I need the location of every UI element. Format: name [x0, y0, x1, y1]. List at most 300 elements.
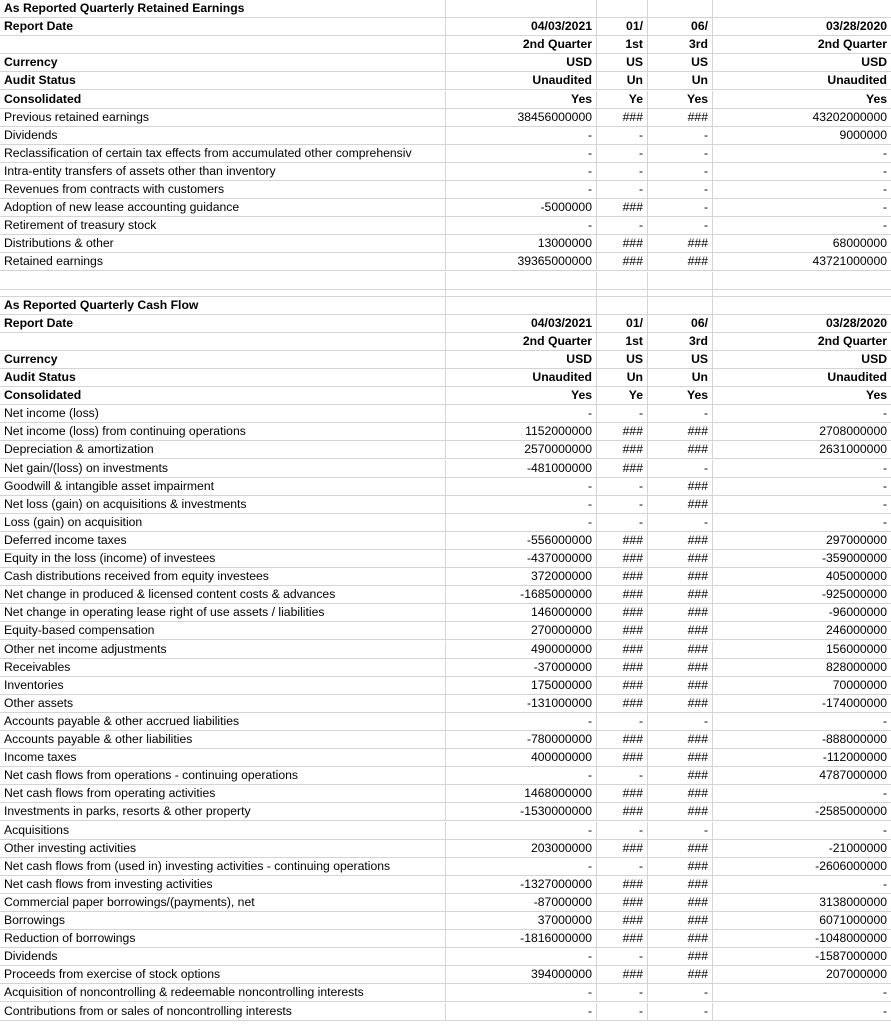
row-value[interactable]: -: [648, 163, 713, 181]
row-label[interactable]: Accounts payable & other accrued liabilities: [0, 713, 446, 731]
row-value[interactable]: -: [713, 199, 891, 217]
row-value[interactable]: ###: [597, 930, 648, 948]
row-label[interactable]: Distributions & other: [0, 235, 446, 253]
row-value[interactable]: ###: [648, 677, 713, 695]
currency-value[interactable]: US: [648, 54, 713, 72]
row-value[interactable]: ###: [597, 966, 648, 984]
currency-label[interactable]: Currency: [0, 54, 446, 72]
row-label[interactable]: Net cash flows from operating activities: [0, 785, 446, 803]
row-label[interactable]: Other investing activities: [0, 840, 446, 858]
row-value[interactable]: -21000000: [713, 840, 891, 858]
row-value[interactable]: -: [648, 514, 713, 532]
empty-cell[interactable]: [597, 0, 648, 18]
quarter-header[interactable]: 1st: [597, 36, 648, 54]
row-value[interactable]: 38456000000: [446, 109, 597, 127]
row-value[interactable]: -: [648, 713, 713, 731]
row-value[interactable]: -1816000000: [446, 930, 597, 948]
empty-cell[interactable]: [713, 290, 891, 297]
row-label[interactable]: Net cash flows from operations - continuing operations: [0, 767, 446, 785]
row-value[interactable]: 372000000: [446, 568, 597, 586]
row-value[interactable]: -: [713, 217, 891, 235]
section-title-row: [0, 0, 891, 18]
row-label[interactable]: Acquisition of noncontrolling & redeemable noncontrolling interests: [0, 984, 446, 1002]
currency-value[interactable]: USD: [713, 54, 891, 72]
row-value[interactable]: -925000000: [713, 586, 891, 604]
row-value[interactable]: ###: [648, 586, 713, 604]
row-label[interactable]: Cash distributions received from equity investees: [0, 568, 446, 586]
empty-cell[interactable]: [648, 290, 713, 297]
row-value[interactable]: -481000000: [446, 460, 597, 478]
row-value[interactable]: ###: [648, 441, 713, 459]
row-value[interactable]: 37000000: [446, 912, 597, 930]
row-value[interactable]: ###: [648, 550, 713, 568]
row-value[interactable]: -131000000: [446, 695, 597, 713]
row-value[interactable]: 156000000: [713, 641, 891, 659]
row-value[interactable]: 146000000: [446, 604, 597, 622]
header-row-consolidated: [0, 91, 891, 109]
row-value[interactable]: -37000000: [446, 659, 597, 677]
row-label[interactable]: Borrowings: [0, 912, 446, 930]
table-row: [0, 822, 891, 840]
table-row: [0, 840, 891, 858]
empty-cell[interactable]: [713, 272, 891, 290]
row-label[interactable]: Deferred income taxes: [0, 532, 446, 550]
row-label[interactable]: Goodwill & intangible asset impairment: [0, 478, 446, 496]
row-value[interactable]: 246000000: [713, 622, 891, 640]
date-header[interactable]: 01/: [597, 315, 648, 333]
row-label[interactable]: Equity-based compensation: [0, 622, 446, 640]
row-value[interactable]: -: [446, 217, 597, 235]
row-value[interactable]: -: [648, 217, 713, 235]
row-label[interactable]: Income taxes: [0, 749, 446, 767]
row-value[interactable]: -: [713, 876, 891, 894]
row-value[interactable]: ###: [597, 199, 648, 217]
row-value[interactable]: ###: [597, 894, 648, 912]
quarter-header[interactable]: 2nd Quarter: [446, 333, 597, 351]
row-value[interactable]: -: [446, 496, 597, 514]
row-label[interactable]: Net cash flows from (used in) investing activities - continuing operations: [0, 858, 446, 876]
row-value[interactable]: -: [446, 1003, 597, 1021]
row-value[interactable]: -888000000: [713, 731, 891, 749]
row-label[interactable]: Other assets: [0, 695, 446, 713]
consolidated-label[interactable]: Consolidated: [0, 91, 446, 109]
header-row-consolidated: [0, 387, 891, 405]
row-value[interactable]: -: [597, 405, 648, 423]
empty-cell[interactable]: [713, 297, 891, 315]
row-value[interactable]: 4787000000: [713, 767, 891, 785]
row-value[interactable]: -556000000: [446, 532, 597, 550]
row-value[interactable]: ###: [648, 876, 713, 894]
row-value[interactable]: -: [446, 478, 597, 496]
row-value[interactable]: 70000000: [713, 677, 891, 695]
row-value[interactable]: -780000000: [446, 731, 597, 749]
row-value[interactable]: ###: [597, 803, 648, 821]
row-value[interactable]: -: [713, 785, 891, 803]
date-header[interactable]: 04/03/2021: [446, 315, 597, 333]
row-value[interactable]: -1048000000: [713, 930, 891, 948]
currency-value[interactable]: US: [597, 54, 648, 72]
audit-value[interactable]: Unaudited: [713, 369, 891, 387]
date-header[interactable]: 04/03/2021: [446, 18, 597, 36]
date-header[interactable]: 01/: [597, 18, 648, 36]
empty-cell[interactable]: [713, 0, 891, 18]
consolidated-value[interactable]: Yes: [648, 91, 713, 109]
audit-label[interactable]: Audit Status: [0, 369, 446, 387]
row-label[interactable]: Retained earnings: [0, 253, 446, 271]
consolidated-value[interactable]: Yes: [713, 91, 891, 109]
row-value[interactable]: ###: [597, 622, 648, 640]
report-date-label[interactable]: Report Date: [0, 18, 446, 36]
row-value[interactable]: ###: [597, 586, 648, 604]
row-value[interactable]: -: [648, 145, 713, 163]
audit-value[interactable]: Un: [597, 72, 648, 90]
row-value[interactable]: ###: [648, 749, 713, 767]
row-label[interactable]: Accounts payable & other liabilities: [0, 731, 446, 749]
row-value[interactable]: ###: [648, 253, 713, 271]
row-value[interactable]: -5000000: [446, 199, 597, 217]
audit-value[interactable]: Un: [648, 72, 713, 90]
row-value[interactable]: ###: [648, 622, 713, 640]
row-value[interactable]: -: [597, 181, 648, 199]
currency-value[interactable]: USD: [446, 54, 597, 72]
empty-cell[interactable]: [648, 297, 713, 315]
report-date-label[interactable]: Report Date: [0, 315, 446, 333]
row-value[interactable]: ###: [597, 749, 648, 767]
empty-cell[interactable]: [0, 36, 446, 54]
row-value[interactable]: ###: [597, 441, 648, 459]
row-value[interactable]: 68000000: [713, 235, 891, 253]
row-label[interactable]: Dividends: [0, 948, 446, 966]
row-value[interactable]: -: [713, 822, 891, 840]
row-value[interactable]: -: [446, 858, 597, 876]
row-value[interactable]: -: [597, 858, 648, 876]
row-value[interactable]: ###: [648, 641, 713, 659]
row-value[interactable]: -: [648, 460, 713, 478]
row-value[interactable]: ###: [597, 532, 648, 550]
row-label[interactable]: Retirement of treasury stock: [0, 217, 446, 235]
row-value[interactable]: -: [713, 713, 891, 731]
row-value[interactable]: -: [446, 984, 597, 1002]
row-value[interactable]: ###: [648, 912, 713, 930]
row-value[interactable]: 1152000000: [446, 423, 597, 441]
row-value[interactable]: -: [597, 767, 648, 785]
row-value[interactable]: -437000000: [446, 550, 597, 568]
row-value[interactable]: -: [597, 496, 648, 514]
row-value[interactable]: ###: [648, 109, 713, 127]
row-value[interactable]: -: [713, 181, 891, 199]
row-value[interactable]: -: [648, 984, 713, 1002]
row-value[interactable]: ###: [597, 659, 648, 677]
row-value[interactable]: ###: [597, 253, 648, 271]
row-label[interactable]: Investments in parks, resorts & other property: [0, 803, 446, 821]
row-value[interactable]: ###: [597, 695, 648, 713]
row-value[interactable]: -: [446, 145, 597, 163]
row-value[interactable]: ###: [597, 568, 648, 586]
empty-cell[interactable]: [446, 290, 597, 297]
row-value[interactable]: -: [446, 767, 597, 785]
row-value[interactable]: -: [597, 145, 648, 163]
row-value[interactable]: -: [597, 822, 648, 840]
row-value[interactable]: 400000000: [446, 749, 597, 767]
row-value[interactable]: -: [597, 984, 648, 1002]
row-label[interactable]: Net change in operating lease right of use assets / liabilities: [0, 604, 446, 622]
empty-cell[interactable]: [648, 0, 713, 18]
date-header[interactable]: 03/28/2020: [713, 18, 891, 36]
row-label[interactable]: Contributions from or sales of noncontrolling interests: [0, 1003, 446, 1021]
audit-value[interactable]: Un: [597, 369, 648, 387]
row-value[interactable]: -: [648, 405, 713, 423]
row-value[interactable]: -: [446, 822, 597, 840]
row-value[interactable]: -: [713, 478, 891, 496]
row-value[interactable]: -2585000000: [713, 803, 891, 821]
row-value[interactable]: ###: [648, 568, 713, 586]
currency-label[interactable]: Currency: [0, 351, 446, 369]
row-value[interactable]: 1468000000: [446, 785, 597, 803]
row-value[interactable]: -: [597, 514, 648, 532]
consolidated-value[interactable]: Yes: [446, 91, 597, 109]
row-value[interactable]: -1587000000: [713, 948, 891, 966]
row-value[interactable]: 39365000000: [446, 253, 597, 271]
row-value[interactable]: ###: [597, 876, 648, 894]
row-value[interactable]: ###: [597, 840, 648, 858]
row-value[interactable]: -96000000: [713, 604, 891, 622]
row-value[interactable]: 43202000000: [713, 109, 891, 127]
row-value[interactable]: ###: [597, 677, 648, 695]
row-value[interactable]: 405000000: [713, 568, 891, 586]
quarter-header[interactable]: 2nd Quarter: [713, 333, 891, 351]
row-label[interactable]: Net income (loss) from continuing operations: [0, 423, 446, 441]
empty-cell[interactable]: [597, 290, 648, 297]
row-value[interactable]: ###: [648, 930, 713, 948]
row-value[interactable]: -: [446, 514, 597, 532]
row-label[interactable]: Previous retained earnings: [0, 109, 446, 127]
row-value[interactable]: -: [597, 948, 648, 966]
header-row-audit: [0, 369, 891, 387]
row-value[interactable]: -: [713, 496, 891, 514]
row-label[interactable]: Intra-entity transfers of assets other than inventory: [0, 163, 446, 181]
empty-cell[interactable]: [0, 333, 446, 351]
audit-value[interactable]: Unaudited: [446, 369, 597, 387]
row-value[interactable]: ###: [648, 966, 713, 984]
row-value[interactable]: -1327000000: [446, 876, 597, 894]
row-label[interactable]: Net gain/(loss) on investments: [0, 460, 446, 478]
empty-cell[interactable]: [648, 272, 713, 290]
consolidated-value[interactable]: Yes: [648, 387, 713, 405]
quarter-header[interactable]: 3rd: [648, 36, 713, 54]
row-value[interactable]: -: [713, 460, 891, 478]
row-value[interactable]: -174000000: [713, 695, 891, 713]
row-label[interactable]: Adoption of new lease accounting guidance: [0, 199, 446, 217]
row-value[interactable]: -87000000: [446, 894, 597, 912]
row-value[interactable]: ###: [648, 803, 713, 821]
quarter-header[interactable]: 2nd Quarter: [713, 36, 891, 54]
empty-cell[interactable]: [446, 272, 597, 290]
row-label[interactable]: Reduction of borrowings: [0, 930, 446, 948]
row-value[interactable]: ###: [648, 423, 713, 441]
row-value[interactable]: 13000000: [446, 235, 597, 253]
empty-cell[interactable]: [446, 297, 597, 315]
row-value[interactable]: 490000000: [446, 641, 597, 659]
row-value[interactable]: 2631000000: [713, 441, 891, 459]
row-label[interactable]: Proceeds from exercise of stock options: [0, 966, 446, 984]
row-value[interactable]: ###: [648, 731, 713, 749]
row-value[interactable]: -: [648, 181, 713, 199]
row-value[interactable]: ###: [648, 894, 713, 912]
empty-cell[interactable]: [446, 0, 597, 18]
table-row: [0, 767, 891, 785]
row-value[interactable]: -2606000000: [713, 858, 891, 876]
row-value[interactable]: ###: [597, 731, 648, 749]
consolidated-value[interactable]: Yes: [713, 387, 891, 405]
row-value[interactable]: -: [648, 1003, 713, 1021]
row-value[interactable]: -1530000000: [446, 803, 597, 821]
currency-value[interactable]: US: [648, 351, 713, 369]
row-value[interactable]: ###: [648, 478, 713, 496]
row-label[interactable]: Net income (loss): [0, 405, 446, 423]
row-value[interactable]: 175000000: [446, 677, 597, 695]
row-label[interactable]: Net loss (gain) on acquisitions & investments: [0, 496, 446, 514]
currency-value[interactable]: USD: [713, 351, 891, 369]
row-value[interactable]: -359000000: [713, 550, 891, 568]
row-value[interactable]: ###: [597, 109, 648, 127]
date-header[interactable]: 03/28/2020: [713, 315, 891, 333]
empty-cell[interactable]: [0, 272, 446, 290]
row-value[interactable]: ###: [648, 695, 713, 713]
audit-value[interactable]: Unaudited: [446, 72, 597, 90]
row-value[interactable]: -: [597, 478, 648, 496]
header-row-quarter: [0, 333, 891, 351]
row-value[interactable]: ###: [597, 235, 648, 253]
row-value[interactable]: ###: [597, 423, 648, 441]
row-value[interactable]: -: [446, 163, 597, 181]
row-value[interactable]: ###: [648, 785, 713, 803]
row-value[interactable]: 2708000000: [713, 423, 891, 441]
audit-label[interactable]: Audit Status: [0, 72, 446, 90]
row-value[interactable]: ###: [597, 460, 648, 478]
row-value[interactable]: -: [713, 145, 891, 163]
row-value[interactable]: ###: [648, 496, 713, 514]
quarter-header[interactable]: 3rd: [648, 333, 713, 351]
row-value[interactable]: -: [713, 514, 891, 532]
row-label[interactable]: Receivables: [0, 659, 446, 677]
table-row: [0, 568, 891, 586]
row-value[interactable]: 6071000000: [713, 912, 891, 930]
row-value[interactable]: 2570000000: [446, 441, 597, 459]
row-value[interactable]: ###: [597, 912, 648, 930]
empty-cell[interactable]: [597, 297, 648, 315]
row-value[interactable]: 207000000: [713, 966, 891, 984]
consolidated-label[interactable]: Consolidated: [0, 387, 446, 405]
empty-cell[interactable]: [597, 272, 648, 290]
row-value[interactable]: ###: [648, 948, 713, 966]
row-label[interactable]: Commercial paper borrowings/(payments), net: [0, 894, 446, 912]
date-header[interactable]: 06/: [648, 315, 713, 333]
row-value[interactable]: ###: [648, 659, 713, 677]
currency-value[interactable]: USD: [446, 351, 597, 369]
row-value[interactable]: ###: [648, 858, 713, 876]
row-value[interactable]: -: [713, 405, 891, 423]
row-label[interactable]: Depreciation & amortization: [0, 441, 446, 459]
table-row: [0, 235, 891, 253]
row-label[interactable]: Inventories: [0, 677, 446, 695]
row-label[interactable]: Equity in the loss (income) of investees: [0, 550, 446, 568]
row-value[interactable]: -: [713, 163, 891, 181]
row-value[interactable]: 43721000000: [713, 253, 891, 271]
row-value[interactable]: -1685000000: [446, 586, 597, 604]
row-value[interactable]: 3138000000: [713, 894, 891, 912]
table-row: [0, 677, 891, 695]
consolidated-value[interactable]: Yes: [446, 387, 597, 405]
audit-value[interactable]: Unaudited: [713, 72, 891, 90]
row-value[interactable]: -: [446, 127, 597, 145]
row-label[interactable]: Revenues from contracts with customers: [0, 181, 446, 199]
section-title[interactable]: As Reported Quarterly Retained Earnings: [0, 0, 446, 18]
row-value[interactable]: -: [713, 984, 891, 1002]
row-value[interactable]: ###: [597, 604, 648, 622]
row-value[interactable]: -112000000: [713, 749, 891, 767]
quarter-header[interactable]: 2nd Quarter: [446, 36, 597, 54]
row-value[interactable]: -: [597, 127, 648, 145]
row-value[interactable]: 828000000: [713, 659, 891, 677]
row-value[interactable]: 394000000: [446, 966, 597, 984]
row-label[interactable]: Reclassification of certain tax effects from accumulated other comprehensiv: [0, 145, 446, 163]
row-value[interactable]: -: [648, 199, 713, 217]
row-value[interactable]: ###: [648, 532, 713, 550]
row-label[interactable]: Net change in produced & licensed content costs & advances: [0, 586, 446, 604]
row-value[interactable]: ###: [597, 785, 648, 803]
empty-cell[interactable]: [0, 290, 446, 297]
table-row: [0, 127, 891, 145]
row-value[interactable]: -: [597, 217, 648, 235]
row-label[interactable]: Loss (gain) on acquisition: [0, 514, 446, 532]
row-label[interactable]: Acquisitions: [0, 822, 446, 840]
row-value[interactable]: 9000000: [713, 127, 891, 145]
row-value[interactable]: -: [446, 713, 597, 731]
row-value[interactable]: -: [446, 948, 597, 966]
row-value[interactable]: ###: [648, 235, 713, 253]
row-value[interactable]: 297000000: [713, 532, 891, 550]
currency-value[interactable]: US: [597, 351, 648, 369]
table-row: [0, 930, 891, 948]
date-header[interactable]: 06/: [648, 18, 713, 36]
row-value[interactable]: -: [713, 1003, 891, 1021]
section-title[interactable]: As Reported Quarterly Cash Flow: [0, 297, 446, 315]
row-value[interactable]: -: [648, 822, 713, 840]
quarter-header[interactable]: 1st: [597, 333, 648, 351]
row-value[interactable]: -: [597, 163, 648, 181]
consolidated-value[interactable]: Ye: [597, 387, 648, 405]
row-value[interactable]: ###: [648, 604, 713, 622]
row-value[interactable]: -: [648, 127, 713, 145]
row-value[interactable]: -: [597, 1003, 648, 1021]
row-value[interactable]: 270000000: [446, 622, 597, 640]
row-value[interactable]: ###: [597, 550, 648, 568]
row-value[interactable]: ###: [648, 840, 713, 858]
row-value[interactable]: 203000000: [446, 840, 597, 858]
row-value[interactable]: -: [597, 713, 648, 731]
row-value[interactable]: ###: [597, 641, 648, 659]
blank-row: [0, 290, 891, 297]
audit-value[interactable]: Un: [648, 369, 713, 387]
row-label[interactable]: Net cash flows from investing activities: [0, 876, 446, 894]
row-label[interactable]: Dividends: [0, 127, 446, 145]
consolidated-value[interactable]: Ye: [597, 91, 648, 109]
table-row: [0, 695, 891, 713]
row-value[interactable]: -: [446, 181, 597, 199]
row-value[interactable]: ###: [648, 767, 713, 785]
row-value[interactable]: -: [446, 405, 597, 423]
row-label[interactable]: Other net income adjustments: [0, 641, 446, 659]
